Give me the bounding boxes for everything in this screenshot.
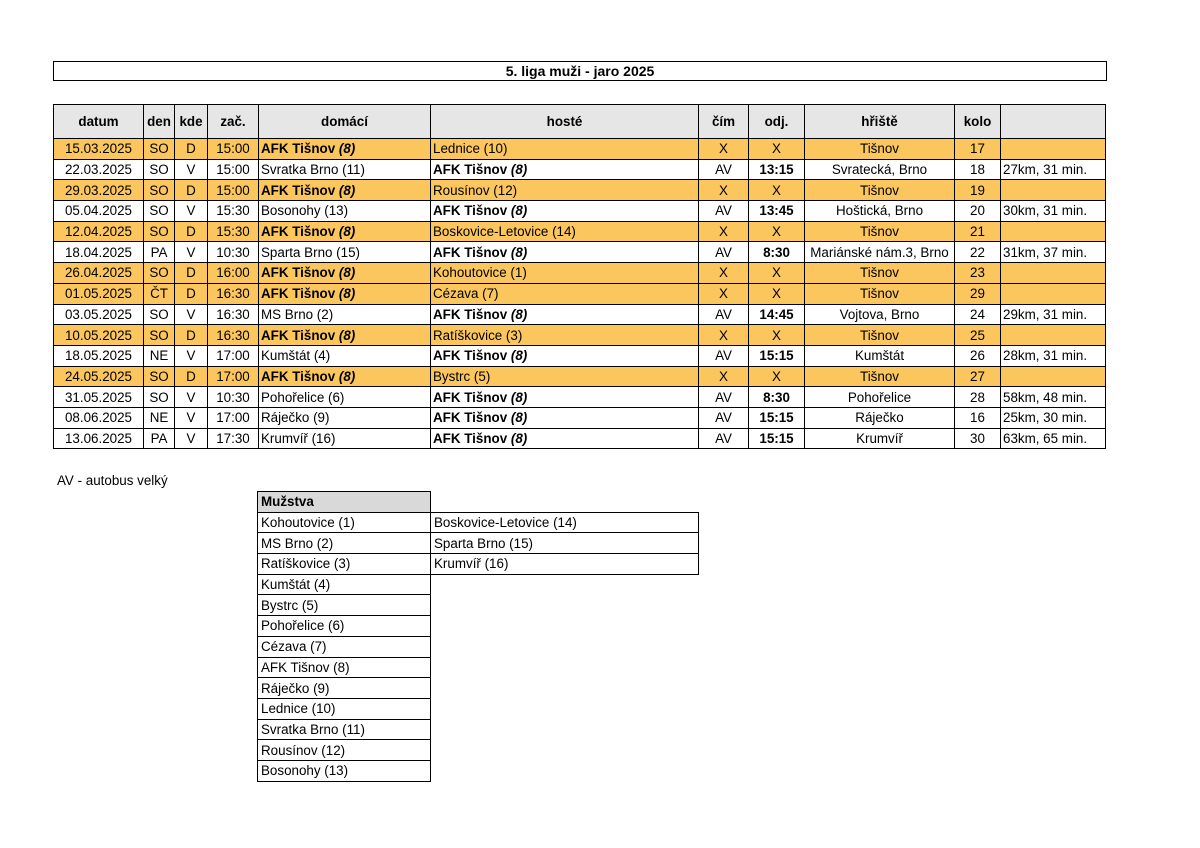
match-day: NE bbox=[144, 345, 175, 366]
team-name: AFK Tišnov bbox=[261, 182, 336, 198]
match-departure: X bbox=[749, 221, 805, 242]
match-ground: Tišnov bbox=[805, 366, 955, 387]
match-transport: AV bbox=[699, 407, 749, 428]
match-round: 20 bbox=[955, 201, 1001, 222]
match-transport: X bbox=[699, 325, 749, 346]
match-start: 17:00 bbox=[208, 345, 259, 366]
team-row bbox=[258, 740, 699, 761]
match-round: 28 bbox=[955, 387, 1001, 408]
match-ground: Hoštická, Brno bbox=[805, 201, 955, 222]
team-row bbox=[258, 678, 699, 699]
team-name: Kumštát (4) bbox=[261, 348, 331, 364]
match-venue-type: V bbox=[175, 201, 208, 222]
match-departure: 14:45 bbox=[749, 304, 805, 325]
match-home-team bbox=[259, 366, 431, 387]
match-day: ČT bbox=[144, 283, 175, 304]
team-rank: (8) bbox=[510, 389, 528, 405]
match-row bbox=[54, 407, 1106, 428]
team-rank: (8) bbox=[338, 265, 356, 281]
team-name: Pohořelice (6) bbox=[261, 389, 345, 405]
match-row bbox=[54, 428, 1106, 449]
match-day: SO bbox=[144, 366, 175, 387]
team-item: MS Brno (2) bbox=[258, 533, 431, 554]
match-date: 18.04.2025 bbox=[54, 242, 144, 263]
match-home-team bbox=[259, 387, 431, 408]
team-rank: (8) bbox=[338, 182, 356, 198]
match-travel-info: 31km, 37 min. bbox=[1001, 242, 1106, 263]
match-round: 17 bbox=[955, 139, 1001, 160]
match-start: 17:00 bbox=[208, 366, 259, 387]
match-row bbox=[54, 345, 1106, 366]
match-date: 22.03.2025 bbox=[54, 159, 144, 180]
match-day: SO bbox=[144, 180, 175, 201]
team-name: AFK Tišnov bbox=[261, 141, 336, 157]
match-row bbox=[54, 180, 1106, 201]
match-departure: 13:15 bbox=[749, 159, 805, 180]
match-row bbox=[54, 242, 1106, 263]
team-name: Bosonohy (13) bbox=[261, 203, 349, 219]
team-item: Sparta Brno (15) bbox=[431, 533, 699, 554]
match-departure: X bbox=[749, 283, 805, 304]
match-date: 26.04.2025 bbox=[54, 263, 144, 284]
team-name: Bystrc (5) bbox=[433, 368, 491, 384]
team-name: Lednice (10) bbox=[433, 141, 508, 157]
match-travel-info: 28km, 31 min. bbox=[1001, 345, 1106, 366]
team-name: AFK Tišnov bbox=[433, 389, 508, 405]
match-day: SO bbox=[144, 325, 175, 346]
match-away-team bbox=[431, 325, 699, 346]
match-travel-info bbox=[1001, 139, 1106, 160]
match-departure: X bbox=[749, 325, 805, 346]
match-departure: 15:15 bbox=[749, 345, 805, 366]
match-away-team bbox=[431, 221, 699, 242]
match-day: SO bbox=[144, 221, 175, 242]
match-away-team bbox=[431, 201, 699, 222]
match-away-team bbox=[431, 159, 699, 180]
match-row bbox=[54, 325, 1106, 346]
schedule-body bbox=[54, 139, 1106, 449]
match-departure: 8:30 bbox=[749, 387, 805, 408]
team-row bbox=[258, 698, 699, 719]
team-item: AFK Tišnov (8) bbox=[258, 657, 431, 678]
match-start: 17:30 bbox=[208, 428, 259, 449]
match-start: 16:00 bbox=[208, 263, 259, 284]
team-name: AFK Tišnov bbox=[433, 306, 508, 322]
match-travel-info bbox=[1001, 180, 1106, 201]
team-row bbox=[258, 574, 699, 595]
match-day: SO bbox=[144, 304, 175, 325]
match-ground: Tišnov bbox=[805, 180, 955, 201]
team-row bbox=[258, 657, 699, 678]
match-away-team bbox=[431, 139, 699, 160]
header-den: den bbox=[144, 105, 175, 139]
match-travel-info bbox=[1001, 325, 1106, 346]
match-start: 17:00 bbox=[208, 407, 259, 428]
header-domaci: domácí bbox=[259, 105, 431, 139]
team-item: Cézava (7) bbox=[258, 636, 431, 657]
team-name: Ráječko (9) bbox=[261, 410, 330, 426]
match-transport: X bbox=[699, 221, 749, 242]
match-home-team bbox=[259, 139, 431, 160]
team-row bbox=[258, 554, 699, 575]
match-ground: Tišnov bbox=[805, 221, 955, 242]
match-date: 31.05.2025 bbox=[54, 387, 144, 408]
team-rank: (8) bbox=[338, 141, 356, 157]
team-name: AFK Tišnov bbox=[433, 410, 508, 426]
match-round: 23 bbox=[955, 263, 1001, 284]
schedule-table bbox=[53, 104, 1106, 449]
match-start: 16:30 bbox=[208, 283, 259, 304]
match-home-team bbox=[259, 159, 431, 180]
match-travel-info bbox=[1001, 366, 1106, 387]
teams-body bbox=[258, 492, 699, 782]
team-name: Cézava (7) bbox=[433, 286, 499, 302]
match-start: 15:30 bbox=[208, 201, 259, 222]
match-travel-info: 58km, 48 min. bbox=[1001, 387, 1106, 408]
match-transport: AV bbox=[699, 242, 749, 263]
team-name: AFK Tišnov bbox=[433, 244, 508, 260]
schedule-header bbox=[54, 105, 1106, 139]
match-away-team bbox=[431, 407, 699, 428]
match-away-team bbox=[431, 263, 699, 284]
team-item: Lednice (10) bbox=[258, 698, 431, 719]
team-rank: (8) bbox=[338, 327, 356, 343]
match-away-team bbox=[431, 242, 699, 263]
match-transport: X bbox=[699, 366, 749, 387]
match-venue-type: D bbox=[175, 366, 208, 387]
match-away-team bbox=[431, 180, 699, 201]
team-item: Boskovice-Letovice (14) bbox=[431, 512, 699, 533]
team-name: Boskovice-Letovice (14) bbox=[433, 224, 576, 240]
match-ground: Ráječko bbox=[805, 407, 955, 428]
legend-note: AV - autobus velký bbox=[57, 473, 168, 488]
header-kde: kde bbox=[175, 105, 208, 139]
match-ground: Tišnov bbox=[805, 283, 955, 304]
match-start: 15:30 bbox=[208, 221, 259, 242]
match-round: 19 bbox=[955, 180, 1001, 201]
match-home-team bbox=[259, 428, 431, 449]
team-name: MS Brno (2) bbox=[261, 306, 334, 322]
team-row bbox=[258, 636, 699, 657]
match-travel-info bbox=[1001, 221, 1106, 242]
header-cim: čím bbox=[699, 105, 749, 139]
match-departure: 8:30 bbox=[749, 242, 805, 263]
match-away-team bbox=[431, 387, 699, 408]
header-odj: odj. bbox=[749, 105, 805, 139]
match-travel-info bbox=[1001, 283, 1106, 304]
match-day: SO bbox=[144, 387, 175, 408]
match-start: 10:30 bbox=[208, 242, 259, 263]
match-date: 15.03.2025 bbox=[54, 139, 144, 160]
match-row bbox=[54, 201, 1106, 222]
teams-header: Mužstva bbox=[258, 492, 431, 513]
team-rank: (8) bbox=[510, 410, 528, 426]
match-row bbox=[54, 304, 1106, 325]
match-day: SO bbox=[144, 263, 175, 284]
team-name: Krumvíř (16) bbox=[261, 430, 336, 446]
match-away-team bbox=[431, 283, 699, 304]
match-home-team bbox=[259, 325, 431, 346]
match-row bbox=[54, 139, 1106, 160]
match-home-team bbox=[259, 180, 431, 201]
match-start: 16:30 bbox=[208, 304, 259, 325]
match-home-team bbox=[259, 304, 431, 325]
match-departure: 13:45 bbox=[749, 201, 805, 222]
match-venue-type: V bbox=[175, 159, 208, 180]
match-home-team bbox=[259, 201, 431, 222]
match-transport: X bbox=[699, 283, 749, 304]
match-venue-type: V bbox=[175, 407, 208, 428]
match-round: 16 bbox=[955, 407, 1001, 428]
match-start: 10:30 bbox=[208, 387, 259, 408]
match-departure: 15:15 bbox=[749, 428, 805, 449]
team-rank: (8) bbox=[510, 306, 528, 322]
teams-table bbox=[257, 491, 699, 782]
match-date: 18.05.2025 bbox=[54, 345, 144, 366]
match-ground: Tišnov bbox=[805, 263, 955, 284]
team-name: AFK Tišnov bbox=[433, 348, 508, 364]
team-row bbox=[258, 512, 699, 533]
team-rank: (8) bbox=[510, 348, 528, 364]
match-travel-info: 27km, 31 min. bbox=[1001, 159, 1106, 180]
match-row bbox=[54, 387, 1106, 408]
match-ground: Pohořelice bbox=[805, 387, 955, 408]
match-transport: AV bbox=[699, 159, 749, 180]
match-transport: AV bbox=[699, 428, 749, 449]
match-date: 12.04.2025 bbox=[54, 221, 144, 242]
match-round: 25 bbox=[955, 325, 1001, 346]
match-departure: 15:15 bbox=[749, 407, 805, 428]
match-travel-info: 25km, 30 min. bbox=[1001, 407, 1106, 428]
match-date: 08.06.2025 bbox=[54, 407, 144, 428]
team-rank: (8) bbox=[338, 224, 356, 240]
team-rank: (8) bbox=[338, 286, 356, 302]
team-name: Rousínov (12) bbox=[433, 182, 518, 198]
match-departure: X bbox=[749, 263, 805, 284]
match-transport: AV bbox=[699, 201, 749, 222]
match-round: 22 bbox=[955, 242, 1001, 263]
match-start: 15:00 bbox=[208, 159, 259, 180]
match-venue-type: V bbox=[175, 387, 208, 408]
header-zac: zač. bbox=[208, 105, 259, 139]
match-venue-type: D bbox=[175, 325, 208, 346]
match-start: 15:00 bbox=[208, 180, 259, 201]
match-ground: Kumštát bbox=[805, 345, 955, 366]
match-venue-type: D bbox=[175, 139, 208, 160]
match-round: 26 bbox=[955, 345, 1001, 366]
match-venue-type: D bbox=[175, 180, 208, 201]
team-rank: (8) bbox=[510, 430, 528, 446]
match-ground: Tišnov bbox=[805, 139, 955, 160]
match-round: 29 bbox=[955, 283, 1001, 304]
match-departure: X bbox=[749, 366, 805, 387]
match-row bbox=[54, 263, 1106, 284]
match-transport: AV bbox=[699, 387, 749, 408]
team-name: AFK Tišnov bbox=[261, 327, 336, 343]
match-travel-info: 63km, 65 min. bbox=[1001, 428, 1106, 449]
match-start: 15:00 bbox=[208, 139, 259, 160]
match-away-team bbox=[431, 366, 699, 387]
team-name: Kohoutovice (1) bbox=[433, 265, 527, 281]
match-home-team bbox=[259, 221, 431, 242]
team-item: Bosonohy (13) bbox=[258, 760, 431, 781]
team-item: Bystrc (5) bbox=[258, 595, 431, 616]
match-transport: AV bbox=[699, 345, 749, 366]
match-transport: X bbox=[699, 139, 749, 160]
match-day: PA bbox=[144, 428, 175, 449]
match-home-team bbox=[259, 263, 431, 284]
match-departure: X bbox=[749, 139, 805, 160]
match-transport: X bbox=[699, 180, 749, 201]
match-away-team bbox=[431, 304, 699, 325]
match-home-team bbox=[259, 242, 431, 263]
match-round: 18 bbox=[955, 159, 1001, 180]
team-name: AFK Tišnov bbox=[261, 368, 336, 384]
team-name: AFK Tišnov bbox=[261, 224, 336, 240]
team-row bbox=[258, 616, 699, 637]
match-away-team bbox=[431, 428, 699, 449]
match-round: 30 bbox=[955, 428, 1001, 449]
match-departure: X bbox=[749, 180, 805, 201]
team-item: Pohořelice (6) bbox=[258, 616, 431, 637]
header-hoste: hosté bbox=[431, 105, 699, 139]
match-row bbox=[54, 221, 1106, 242]
team-name: Sparta Brno (15) bbox=[261, 244, 360, 260]
match-venue-type: V bbox=[175, 304, 208, 325]
match-venue-type: D bbox=[175, 263, 208, 284]
match-day: PA bbox=[144, 242, 175, 263]
match-day: SO bbox=[144, 201, 175, 222]
match-date: 29.03.2025 bbox=[54, 180, 144, 201]
team-name: AFK Tišnov bbox=[261, 286, 336, 302]
header-hriste: hřiště bbox=[805, 105, 955, 139]
team-row bbox=[258, 595, 699, 616]
match-away-team bbox=[431, 345, 699, 366]
team-row bbox=[258, 719, 699, 740]
match-ground: Tišnov bbox=[805, 325, 955, 346]
team-item: Kohoutovice (1) bbox=[258, 512, 431, 533]
page-title: 5. liga muži - jaro 2025 bbox=[53, 61, 1107, 81]
team-name: AFK Tišnov bbox=[433, 430, 508, 446]
match-day: SO bbox=[144, 139, 175, 160]
match-ground: Krumvíř bbox=[805, 428, 955, 449]
match-row bbox=[54, 159, 1106, 180]
match-venue-type: V bbox=[175, 345, 208, 366]
match-home-team bbox=[259, 345, 431, 366]
team-name: Svratka Brno (11) bbox=[261, 162, 365, 178]
team-item: Ráječko (9) bbox=[258, 678, 431, 699]
team-name: AFK Tišnov bbox=[433, 162, 508, 178]
match-venue-type: D bbox=[175, 221, 208, 242]
header-kolo: kolo bbox=[955, 105, 1001, 139]
match-venue-type: D bbox=[175, 283, 208, 304]
match-travel-info bbox=[1001, 263, 1106, 284]
match-round: 24 bbox=[955, 304, 1001, 325]
team-name: AFK Tišnov bbox=[433, 203, 508, 219]
team-rank: (8) bbox=[510, 162, 528, 178]
match-day: NE bbox=[144, 407, 175, 428]
match-date: 03.05.2025 bbox=[54, 304, 144, 325]
match-ground: Mariánské nám.3, Brno bbox=[805, 242, 955, 263]
header-datum: datum bbox=[54, 105, 144, 139]
match-date: 13.06.2025 bbox=[54, 428, 144, 449]
match-round: 27 bbox=[955, 366, 1001, 387]
match-transport: X bbox=[699, 263, 749, 284]
match-date: 10.05.2025 bbox=[54, 325, 144, 346]
team-item: Krumvíř (16) bbox=[431, 554, 699, 575]
team-rank: (8) bbox=[510, 203, 528, 219]
match-date: 05.04.2025 bbox=[54, 201, 144, 222]
team-rank: (8) bbox=[338, 368, 356, 384]
match-date: 01.05.2025 bbox=[54, 283, 144, 304]
team-item: Ratíškovice (3) bbox=[258, 554, 431, 575]
match-venue-type: V bbox=[175, 242, 208, 263]
match-travel-info: 29km, 31 min. bbox=[1001, 304, 1106, 325]
team-row bbox=[258, 533, 699, 554]
match-row bbox=[54, 366, 1106, 387]
team-item: Rousínov (12) bbox=[258, 740, 431, 761]
match-date: 24.05.2025 bbox=[54, 366, 144, 387]
match-row bbox=[54, 283, 1106, 304]
match-transport: AV bbox=[699, 304, 749, 325]
team-item: Kumštát (4) bbox=[258, 574, 431, 595]
match-ground: Svratecká, Brno bbox=[805, 159, 955, 180]
match-day: SO bbox=[144, 159, 175, 180]
match-ground: Vojtova, Brno bbox=[805, 304, 955, 325]
team-name: AFK Tišnov bbox=[261, 265, 336, 281]
match-travel-info: 30km, 31 min. bbox=[1001, 201, 1106, 222]
match-home-team bbox=[259, 407, 431, 428]
team-rank: (8) bbox=[510, 244, 528, 260]
match-round: 21 bbox=[955, 221, 1001, 242]
match-venue-type: V bbox=[175, 428, 208, 449]
match-start: 16:30 bbox=[208, 325, 259, 346]
team-row bbox=[258, 760, 699, 781]
team-name: Ratíškovice (3) bbox=[433, 327, 523, 343]
header-info bbox=[1001, 105, 1106, 139]
team-item: Svratka Brno (11) bbox=[258, 719, 431, 740]
match-home-team bbox=[259, 283, 431, 304]
